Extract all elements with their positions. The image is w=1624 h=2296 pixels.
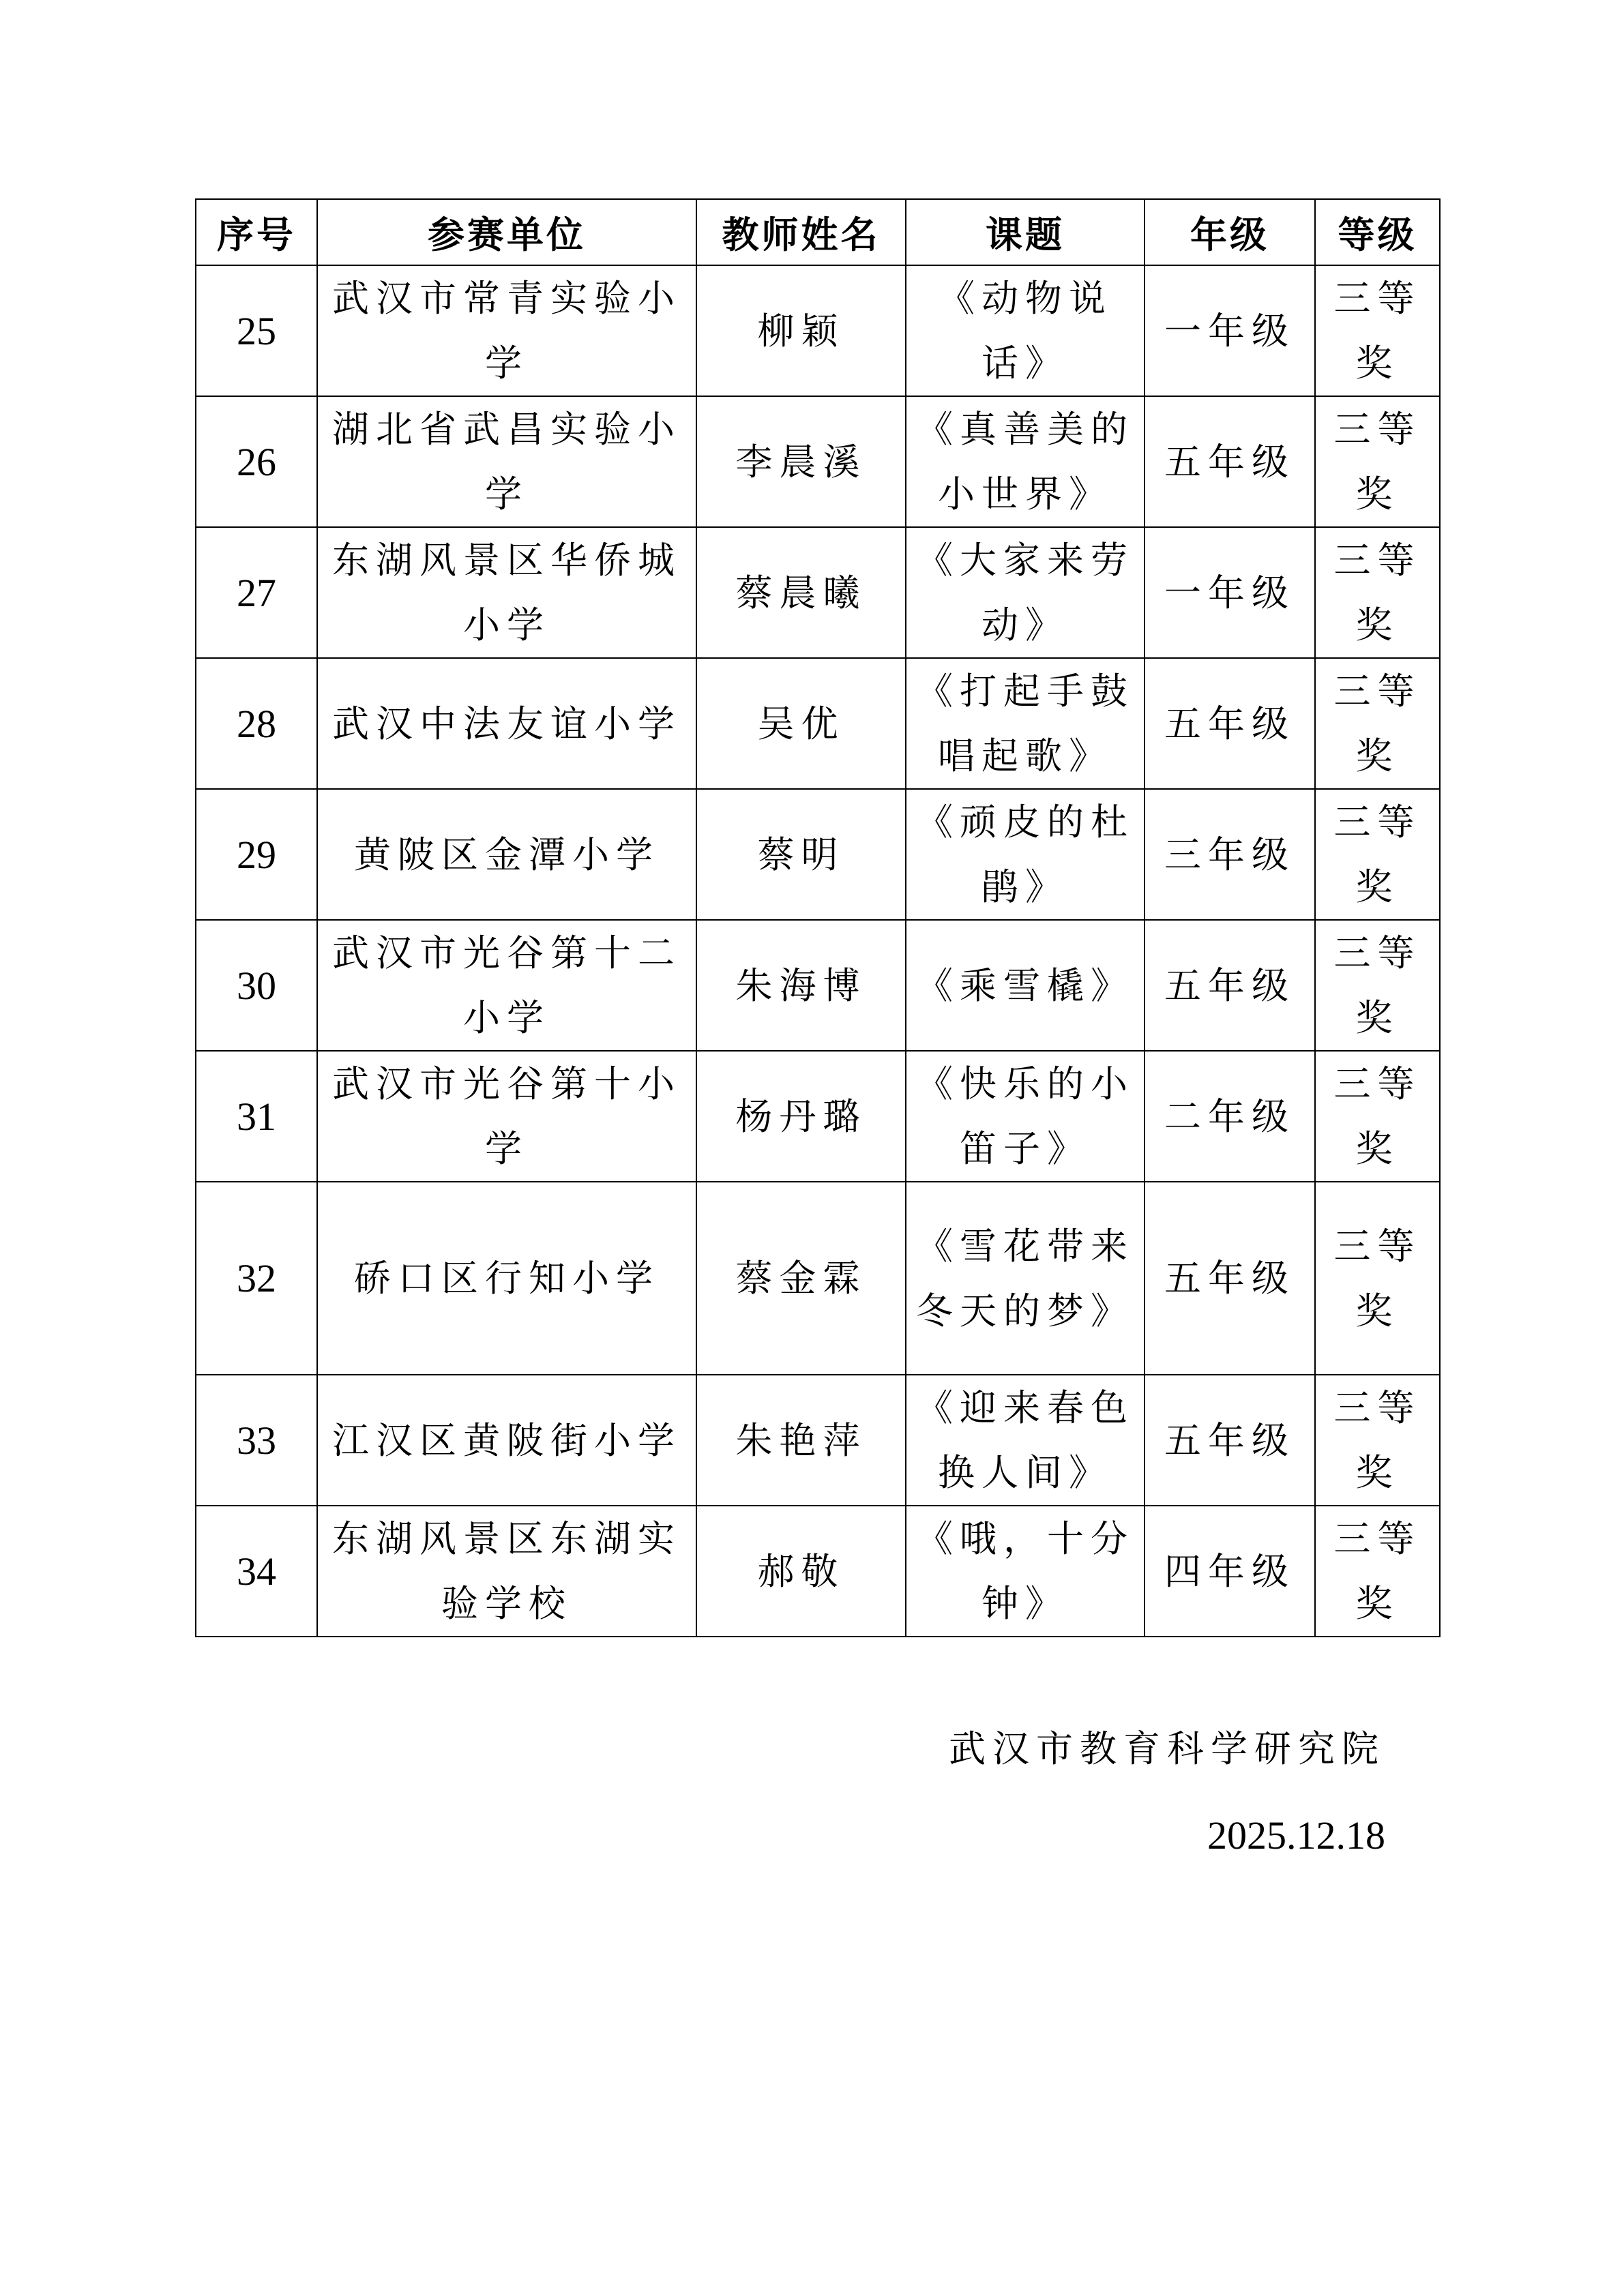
cell-level-text: 三等奖 xyxy=(1333,801,1421,908)
cell-level-text: 三等奖 xyxy=(1333,1386,1421,1494)
cell-topic xyxy=(906,1375,1145,1506)
cell-grade: 一年级 xyxy=(1145,265,1315,396)
cell-unit-text: 武汉市常青实验小学 xyxy=(332,277,681,385)
cell-teacher: 朱艳萍 xyxy=(696,1375,906,1506)
cell-unit xyxy=(317,527,696,658)
table-body xyxy=(196,265,1440,1637)
cell-level xyxy=(1315,920,1440,1051)
cell-level xyxy=(1315,658,1440,789)
table-row xyxy=(196,527,1440,658)
cell-index: 27 xyxy=(196,527,317,658)
cell-unit xyxy=(317,1051,696,1182)
cell-unit xyxy=(317,396,696,527)
cell-teacher: 朱海博 xyxy=(696,920,906,1051)
cell-level xyxy=(1315,1506,1440,1637)
cell-level xyxy=(1315,1051,1440,1182)
table-row xyxy=(196,920,1440,1051)
cell-unit xyxy=(317,265,696,396)
cell-teacher: 蔡金霖 xyxy=(696,1182,906,1375)
cell-topic-text: 《真善美的小世界》 xyxy=(916,408,1134,516)
cell-topic-text: 《雪花带来冬天的梦》 xyxy=(916,1224,1134,1332)
cell-grade: 五年级 xyxy=(1145,396,1315,527)
cell-grade: 二年级 xyxy=(1145,1051,1315,1182)
cell-topic-text: 《动物说话》 xyxy=(938,277,1112,385)
issuing-organization: 武汉市教育科学研究院 xyxy=(949,1727,1385,1770)
cell-unit-text: 硚口区行知小学 xyxy=(354,1257,660,1300)
cell-index: 31 xyxy=(196,1051,317,1182)
cell-unit xyxy=(317,1182,696,1375)
cell-level-text: 三等奖 xyxy=(1333,277,1421,385)
table-row xyxy=(196,789,1440,920)
cell-topic xyxy=(906,789,1145,920)
cell-topic-text: 《顽皮的杜鹃》 xyxy=(916,801,1134,908)
cell-grade: 四年级 xyxy=(1145,1506,1315,1637)
cell-teacher: 郝敬 xyxy=(696,1506,906,1637)
cell-grade: 五年级 xyxy=(1145,658,1315,789)
cell-level-text: 三等奖 xyxy=(1333,1062,1421,1170)
table-row xyxy=(196,1506,1440,1637)
cell-grade: 五年级 xyxy=(1145,920,1315,1051)
cell-level-text: 三等奖 xyxy=(1333,670,1421,777)
cell-topic-text: 《乘雪橇》 xyxy=(916,964,1134,1007)
cell-topic xyxy=(906,658,1145,789)
cell-unit xyxy=(317,1375,696,1506)
cell-teacher: 杨丹璐 xyxy=(696,1051,906,1182)
table-row xyxy=(196,1375,1440,1506)
cell-topic-text: 《哦，十分钟》 xyxy=(916,1517,1134,1625)
cell-unit-text: 湖北省武昌实验小学 xyxy=(332,408,681,516)
cell-grade: 五年级 xyxy=(1145,1182,1315,1375)
cell-index: 34 xyxy=(196,1506,317,1637)
cell-level-text: 三等奖 xyxy=(1333,539,1421,646)
table-row xyxy=(196,1182,1440,1375)
cell-topic xyxy=(906,396,1145,527)
cell-teacher: 吴优 xyxy=(696,658,906,789)
table-row xyxy=(196,396,1440,527)
cell-level xyxy=(1315,265,1440,396)
cell-unit-text: 武汉市光谷第十二小学 xyxy=(332,931,681,1039)
cell-index: 29 xyxy=(196,789,317,920)
cell-topic xyxy=(906,920,1145,1051)
cell-topic xyxy=(906,1506,1145,1637)
header-row xyxy=(196,199,1440,265)
cell-level-text: 三等奖 xyxy=(1333,1224,1421,1332)
cell-unit-text: 东湖风景区华侨城小学 xyxy=(332,539,681,646)
cell-topic xyxy=(906,527,1145,658)
cell-index: 33 xyxy=(196,1375,317,1506)
cell-level xyxy=(1315,1182,1440,1375)
cell-topic xyxy=(906,1051,1145,1182)
award-table xyxy=(195,198,1441,1637)
header-index: 序号 xyxy=(196,199,317,265)
cell-topic xyxy=(906,1182,1145,1375)
cell-level-text: 三等奖 xyxy=(1333,1517,1421,1625)
cell-level-text: 三等奖 xyxy=(1333,931,1421,1039)
cell-teacher: 蔡晨曦 xyxy=(696,527,906,658)
cell-unit-text: 武汉中法友谊小学 xyxy=(332,702,681,745)
cell-topic xyxy=(906,265,1145,396)
cell-teacher: 柳颖 xyxy=(696,265,906,396)
cell-index: 26 xyxy=(196,396,317,527)
header-topic: 课题 xyxy=(906,199,1145,265)
cell-teacher: 李晨溪 xyxy=(696,396,906,527)
cell-unit xyxy=(317,789,696,920)
cell-index: 25 xyxy=(196,265,317,396)
cell-unit xyxy=(317,658,696,789)
cell-index: 30 xyxy=(196,920,317,1051)
cell-grade: 一年级 xyxy=(1145,527,1315,658)
table-row xyxy=(196,658,1440,789)
cell-level xyxy=(1315,1375,1440,1506)
cell-unit-text: 东湖风景区东湖实验学校 xyxy=(332,1517,681,1625)
cell-topic-text: 《大家来劳动》 xyxy=(916,539,1134,646)
cell-teacher: 蔡明 xyxy=(696,789,906,920)
header-grade: 年级 xyxy=(1145,199,1315,265)
cell-level-text: 三等奖 xyxy=(1333,408,1421,516)
cell-grade: 三年级 xyxy=(1145,789,1315,920)
cell-unit xyxy=(317,1506,696,1637)
cell-level xyxy=(1315,789,1440,920)
cell-level xyxy=(1315,527,1440,658)
cell-index: 32 xyxy=(196,1182,317,1375)
header-teacher: 教师姓名 xyxy=(696,199,906,265)
cell-level xyxy=(1315,396,1440,527)
table-header xyxy=(196,199,1440,265)
cell-unit xyxy=(317,920,696,1051)
header-unit: 参赛单位 xyxy=(317,199,696,265)
header-level: 等级 xyxy=(1315,199,1440,265)
cell-unit-text: 武汉市光谷第十小学 xyxy=(332,1062,681,1170)
table-row xyxy=(196,265,1440,396)
issue-date: 2025.12.18 xyxy=(1207,1813,1385,1858)
cell-unit-text: 黄陂区金潭小学 xyxy=(354,833,660,876)
cell-topic-text: 《快乐的小笛子》 xyxy=(916,1062,1134,1170)
cell-topic-text: 《迎来春色换人间》 xyxy=(916,1386,1134,1494)
cell-index: 28 xyxy=(196,658,317,789)
cell-unit-text: 江汉区黄陂街小学 xyxy=(332,1418,681,1462)
cell-topic-text: 《打起手鼓唱起歌》 xyxy=(916,670,1134,777)
table-row xyxy=(196,1051,1440,1182)
cell-grade: 五年级 xyxy=(1145,1375,1315,1506)
